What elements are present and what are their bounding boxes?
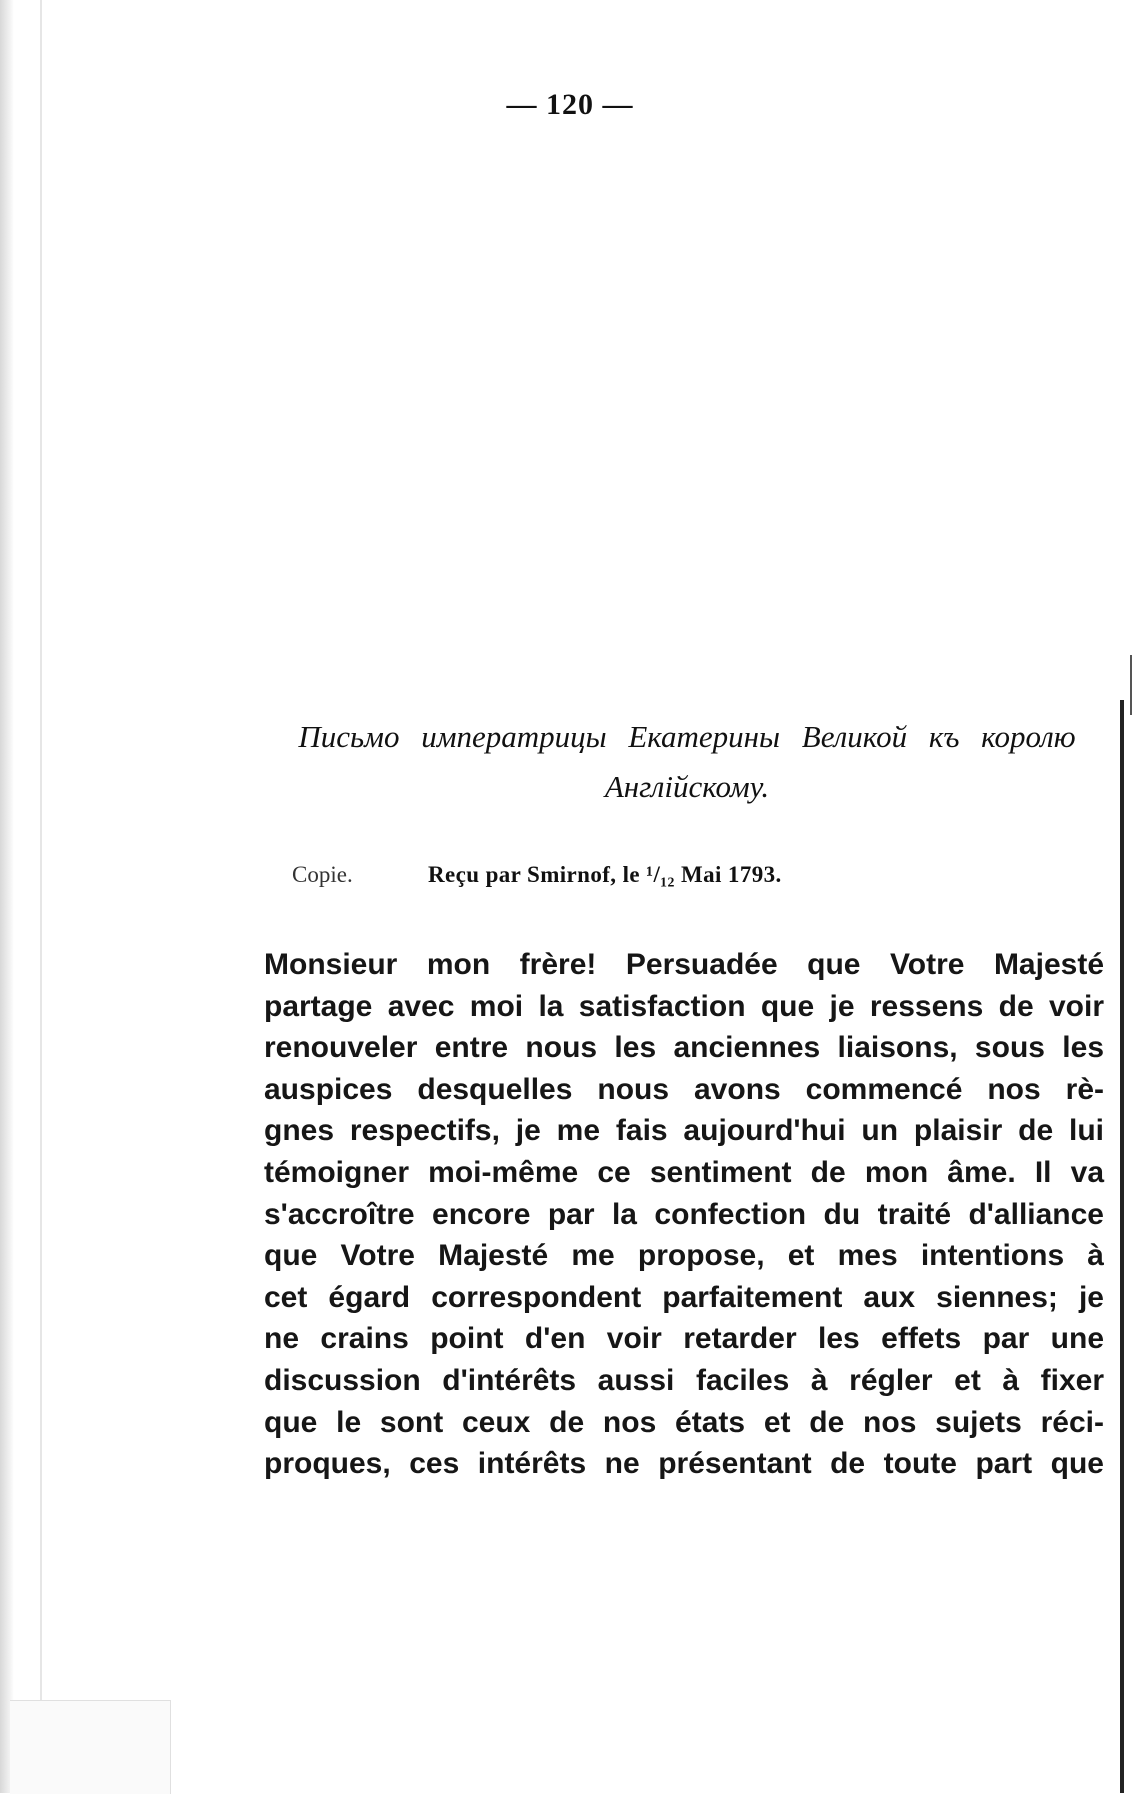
scan-edge-corner — [10, 1700, 171, 1794]
heading-line-1: Письмо императрицы Екатерины Великой къ королю — [298, 719, 1076, 754]
text-line: gnes respectifs, je me fais aujourd'hui un plaisir de lui — [264, 1114, 1104, 1148]
letter-body — [264, 944, 1104, 1485]
text-line: Monsieur mon frère! Persuadée que Votre Majesté — [264, 948, 1104, 981]
text-line: que le sont ceux de nos états et de nos sujets réci- — [264, 1405, 1104, 1439]
text-line: s'accroître encore par la confection du traité d'alliance — [264, 1197, 1104, 1231]
text-line: partage avec moi la satisfaction que je ressens de voir — [264, 989, 1104, 1023]
scan-edge-line — [40, 0, 42, 1793]
text-line: renouveler entre nous les anciennes liaisons, sous les — [264, 1031, 1104, 1065]
scan-edge-left — [0, 0, 14, 1793]
heading-line-2: Англійскому. — [604, 769, 770, 804]
text-line: auspices desquelles nous avons commencé nos rè- — [264, 1072, 1104, 1106]
text-line: discussion d'intérêts aussi faciles à régler et à fixer — [264, 1363, 1104, 1397]
text-line: cet égard correspondent parfaitement aux siennes; je — [264, 1280, 1104, 1314]
text-line: témoigner moi-même ce sentiment de mon âme. Il va — [264, 1155, 1104, 1189]
received-note: Reçu par Smirnof, le ¹/₁₂ Mai 1793. — [428, 862, 782, 887]
archival-note — [0, 856, 1140, 896]
page-number: — 120 — — [506, 88, 634, 121]
scan-edge-right-mark — [1130, 655, 1132, 715]
text-line: ne crains point d'en voir retarder les effets par une — [264, 1322, 1104, 1356]
text-line: que Votre Majesté me propose, et mes intentions à — [264, 1239, 1104, 1273]
copie-label: Copie. — [292, 862, 353, 887]
text-line: proques, ces intérêts ne présentant de toute part que — [264, 1447, 1104, 1481]
letter-heading — [262, 712, 1112, 812]
